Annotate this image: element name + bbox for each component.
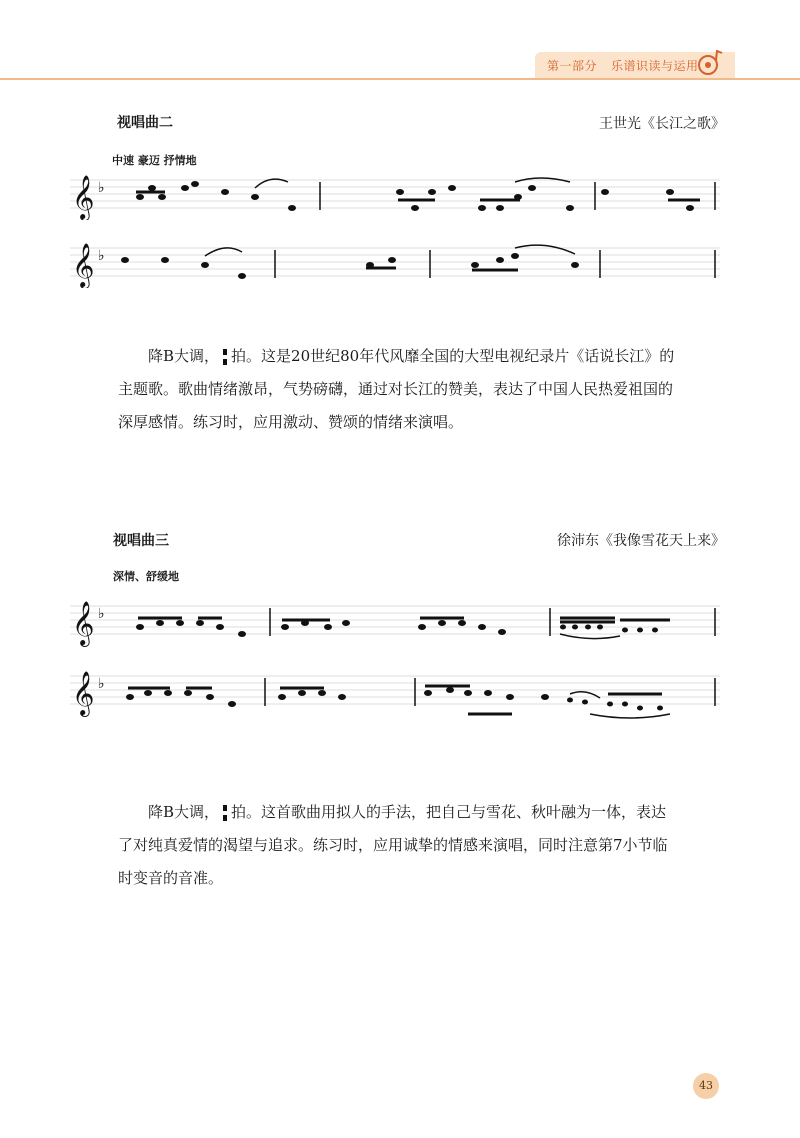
- piece-2-description: [118, 340, 678, 439]
- svg-text:♭: ♭: [98, 606, 105, 622]
- header-section: 乐谱识读与运用: [611, 59, 699, 73]
- header-rule: [0, 78, 800, 80]
- header-part: 第一部分: [547, 59, 598, 73]
- piece-2-source: 王世光《长江之歌》: [599, 116, 725, 132]
- piece-3-description: [118, 796, 678, 895]
- music-disc-icon: [695, 50, 725, 78]
- piece-2-staff-2: [70, 238, 720, 288]
- piece-3-tempo: 深情、舒缓地: [113, 570, 179, 583]
- treble-clef-icon: 𝄞: [72, 243, 95, 287]
- piece-2-key: 降B大调，: [148, 347, 220, 365]
- piece-2-title: 视唱曲二: [117, 115, 173, 131]
- piece-3-desc-body: 拍。这首歌曲用拟人的手法，把自己与雪花、秋叶融为一体，表达了对纯真爱情的渴望与追求。练习时，应用诚挚的情感来演唱，同时注意第7小节临时变音的音准。: [118, 803, 668, 887]
- running-header: [547, 57, 699, 74]
- time-signature-icon: [221, 349, 229, 365]
- svg-text:♭: ♭: [98, 676, 105, 692]
- svg-text:♭: ♭: [98, 180, 105, 196]
- piece-2-desc-body: 拍。这是20世纪80年代风靡全国的大型电视纪录片《话说长江》的主题歌。歌曲情绪激昂，气势磅礴，通过对长江的赞美，表达了中国人民热爱祖国的深厚感情。练习时，应用激动、赞颂的情绪来演唱。: [118, 347, 675, 431]
- piece-3-key: 降B大调，: [148, 803, 220, 821]
- piece-3-staff-1: [70, 594, 720, 649]
- treble-clef-icon: 𝄞: [72, 601, 95, 645]
- piece-3-source: 徐沛东《我像雪花天上来》: [557, 533, 725, 549]
- treble-clef-icon: 𝄞: [72, 671, 95, 715]
- svg-text:♭: ♭: [98, 248, 105, 264]
- piece-2-staff-1: [70, 170, 720, 220]
- piece-3-staff-2: [70, 664, 720, 722]
- piece-3-title: 视唱曲三: [113, 533, 169, 549]
- time-signature-icon: [221, 805, 229, 821]
- page-number: 43: [693, 1073, 719, 1099]
- piece-2-tempo: 中速 豪迈 抒情地: [112, 154, 197, 167]
- treble-clef-icon: 𝄞: [72, 175, 95, 219]
